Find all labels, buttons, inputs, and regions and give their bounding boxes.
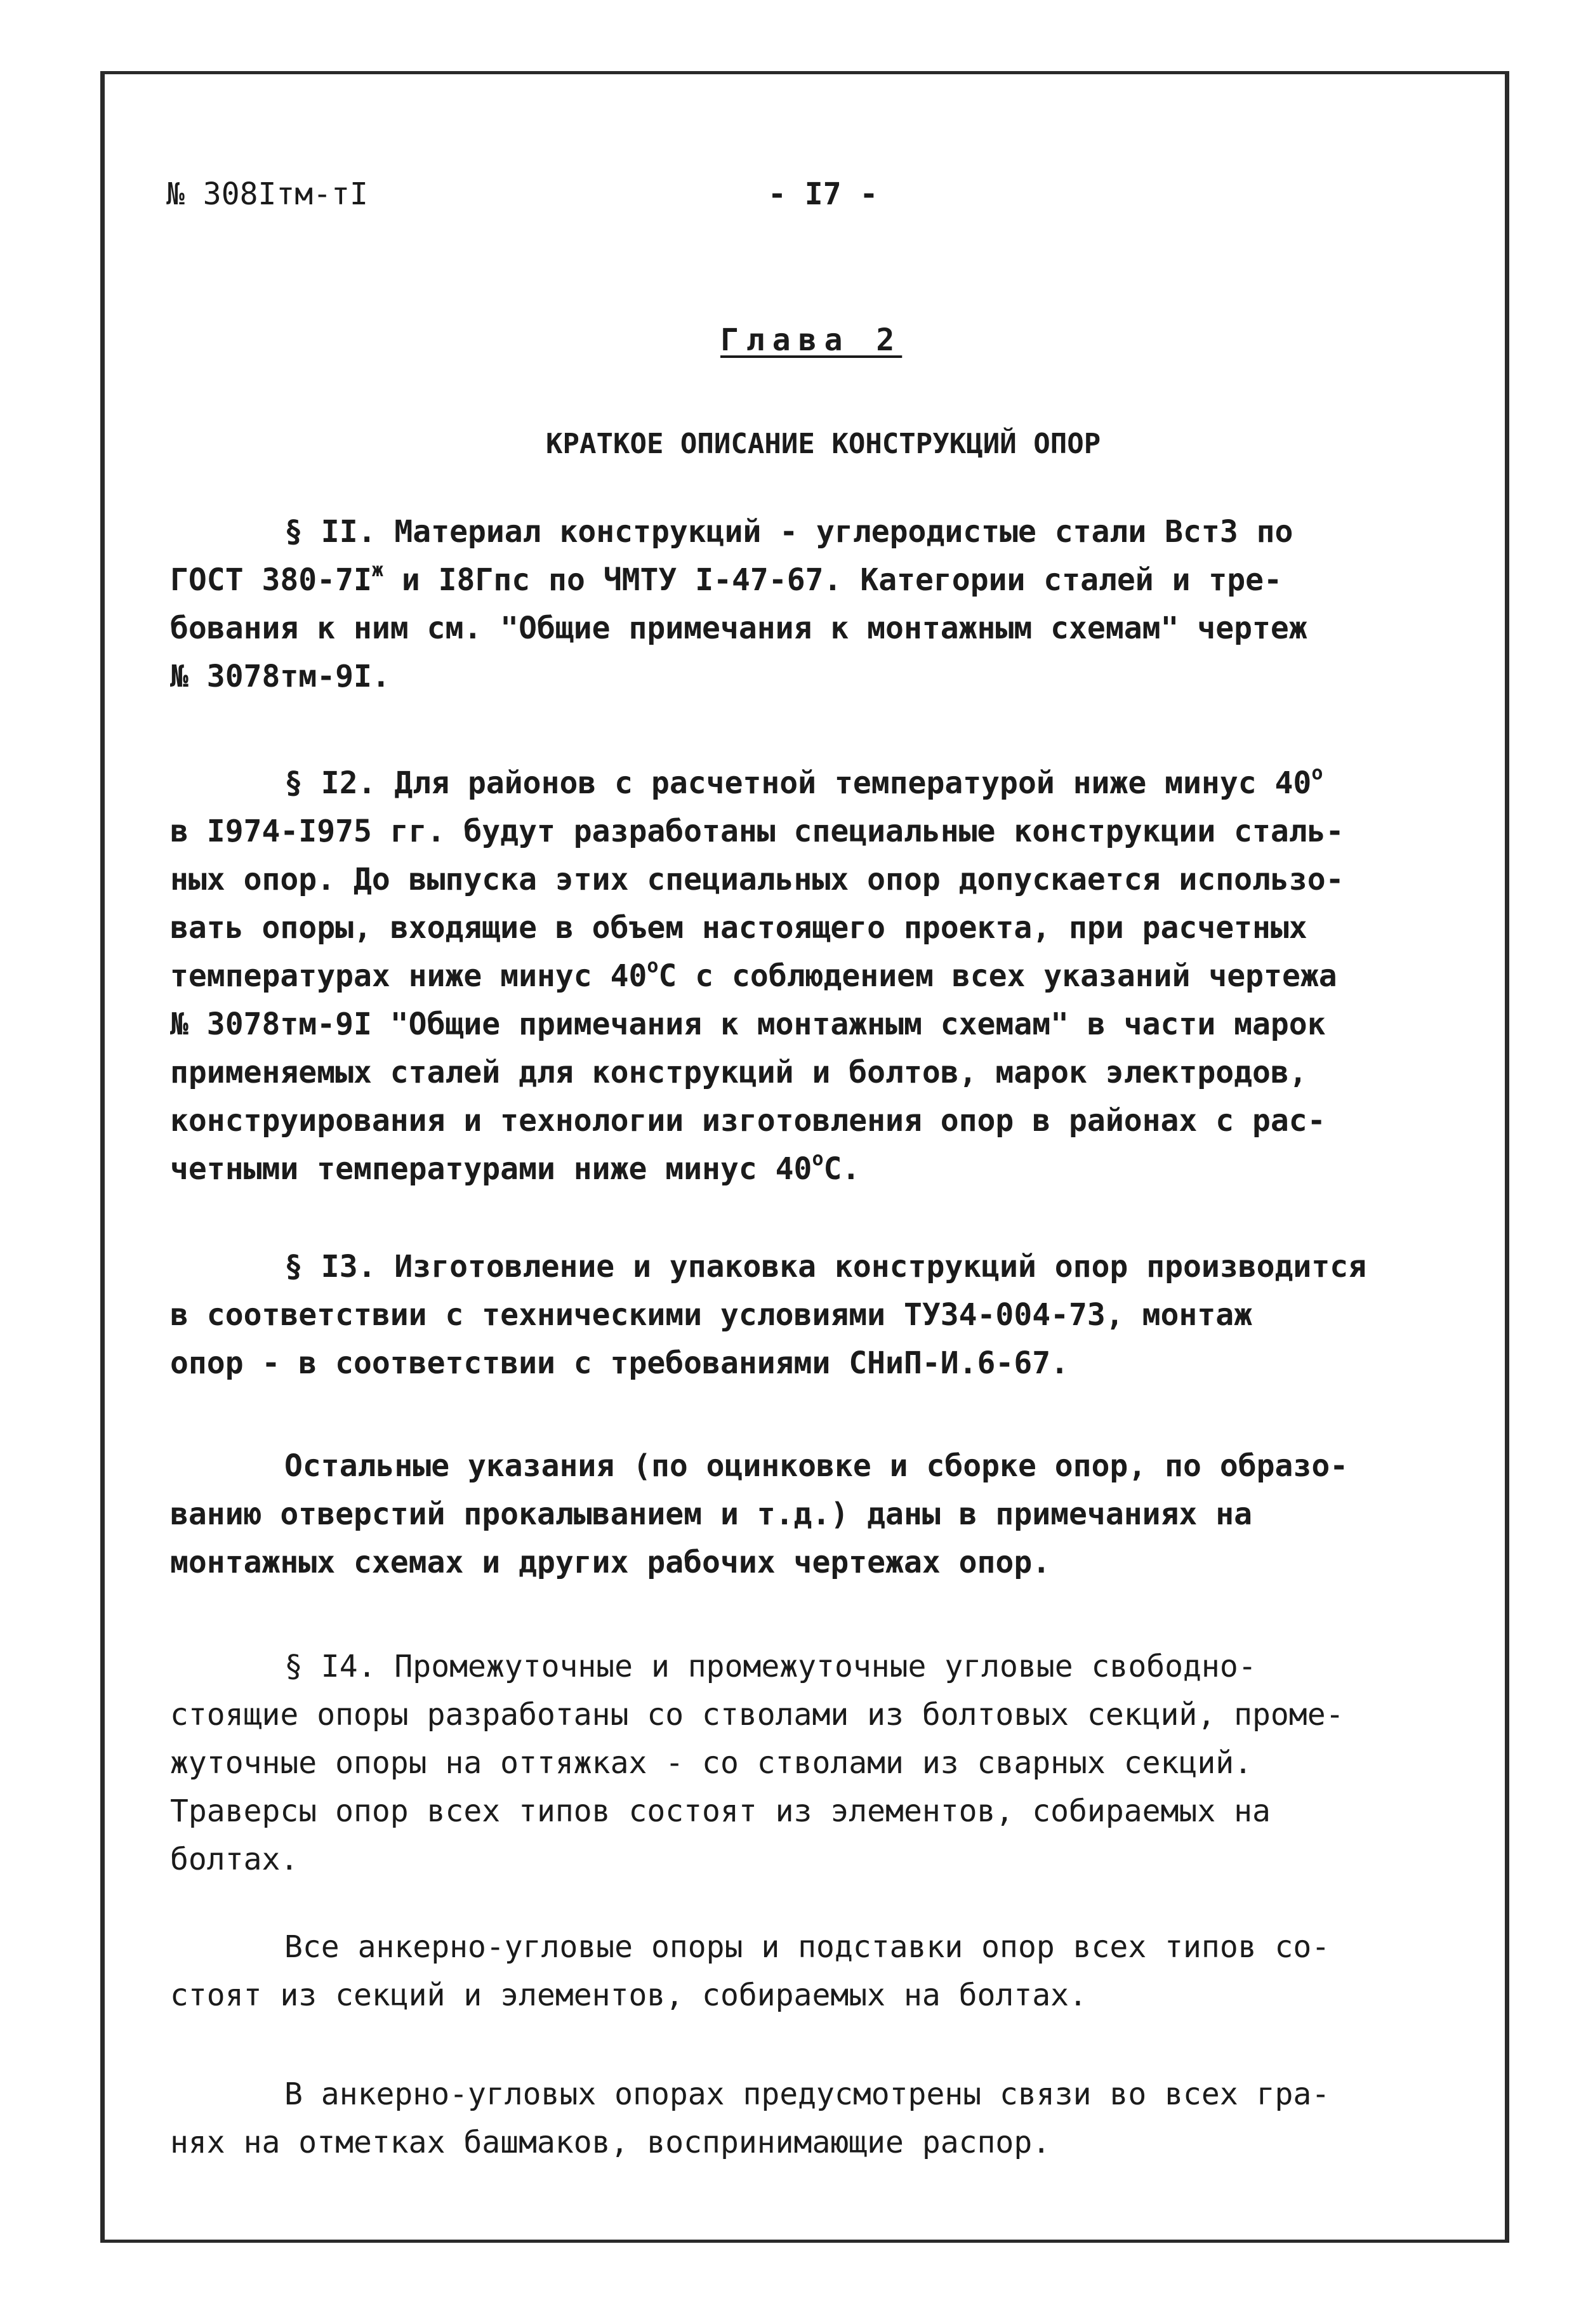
paragraph-line: монтажных схемах и других рабочих чертежах опор.	[170, 1545, 1051, 1580]
paragraph-line: В анкерно-угловых опорах предусмотрены связи во всех гра-	[284, 2076, 1330, 2112]
text-segment: ГОСТ 380-7I	[170, 562, 372, 598]
paragraph-line: § II. Материал конструкций - углеродистые стали ВстЗ по	[284, 514, 1293, 550]
paragraph-line: § I4. Промежуточные и промежуточные угловые свободно-	[284, 1649, 1257, 1684]
paragraph-line: вать опоры, входящие в объем настоящего проекта, при расчетных	[170, 910, 1307, 946]
paragraph-line: жуточные опоры на оттяжках - со стволами из сварных секций.	[170, 1745, 1253, 1781]
paragraph-line: Все анкерно-угловые опоры и подставки опор всех типов со-	[284, 1929, 1330, 1965]
paragraph-line: Траверсы опор всех типов состоят из элементов, собираемых на	[170, 1793, 1271, 1829]
paragraph-line: Остальные указания (по оцинковке и сборке опор, по образо-	[284, 1448, 1349, 1484]
paragraph-line: стоят из секций и элементов, собираемых на болтах.	[170, 1977, 1087, 2013]
document-number: № 308Iтм-тI	[166, 176, 368, 212]
paragraph-line: в I974-I975 гг. будут разработаны специальные конструкции сталь-	[170, 814, 1344, 849]
paragraph-line	[170, 1145, 1344, 1193]
text-segment: С.	[823, 1151, 861, 1187]
text-segment: С с соблюдением всех указаний чертежа	[658, 958, 1337, 994]
paragraph-line	[170, 952, 1344, 1000]
paragraph-line: стоящие опоры разработаны со стволами из болтовых секций, проме-	[170, 1697, 1344, 1733]
paragraph-line	[170, 759, 1344, 807]
paragraph-line: опор - в соответствии с требованиями СНиП-И.6-67.	[170, 1345, 1069, 1381]
superscript: о	[1311, 762, 1323, 784]
paragraph-12	[170, 759, 1344, 1193]
paragraph-line: § I3. Изготовление и упаковка конструкций опор производится	[284, 1249, 1367, 1284]
paragraph-line: ванию отверстий прокалыванием и т.д.) даны в примечаниях на	[170, 1496, 1253, 1532]
paragraph-13-notes	[170, 1442, 1348, 1587]
text-segment: и I8Гпс по ЧМТУ I-47-67. Категории сталей и тре-	[383, 562, 1282, 598]
paragraph-line: болтах.	[170, 1842, 299, 1877]
paragraph-line: конструирования и технологии изготовления опор в районах с рас-	[170, 1103, 1326, 1139]
text-segment: § I2. Для районов с расчетной температурой ниже минус 40	[284, 765, 1312, 801]
text-segment: четными температурами ниже минус 40	[170, 1151, 812, 1187]
paragraph-13	[170, 1243, 1366, 1387]
paragraph-line	[170, 556, 1307, 604]
superscript: ж	[371, 559, 383, 581]
paragraph-line: № 3078тм-9I.	[170, 659, 390, 694]
text-segment: температурах ниже минус 40	[170, 958, 647, 994]
paragraph-line: № 3078тм-9I "Общие примечания к монтажным схемам" в части марок	[170, 1007, 1326, 1042]
paragraph-line: нях на отметках башмаков, воспринимающие распор.	[170, 2125, 1051, 2160]
paragraph-line: применяемых сталей для конструкций и болтов, марок электродов,	[170, 1055, 1307, 1090]
paragraph-line: ных опор. До выпуска этих специальных опор допускается использо-	[170, 862, 1344, 897]
page-number: - I7 -	[768, 176, 878, 212]
paragraph-14-sections	[170, 1923, 1330, 2019]
superscript: о	[812, 1148, 824, 1170]
paragraph-line: в соответствии с техническими условиями ТУ34-004-73, монтаж	[170, 1297, 1253, 1333]
superscript: о	[647, 955, 659, 977]
chapter-subtitle: КРАТКОЕ ОПИСАНИЕ КОНСТРУКЦИЙ ОПОР	[546, 428, 1101, 460]
chapter-title: Глава 2	[720, 322, 903, 358]
paragraph-14-bracing	[170, 2070, 1330, 2167]
paragraph-14	[170, 1642, 1344, 1884]
paragraph-11	[170, 508, 1307, 701]
paragraph-line: бования к ним см. "Общие примечания к монтажным схемам" чертеж	[170, 611, 1307, 646]
